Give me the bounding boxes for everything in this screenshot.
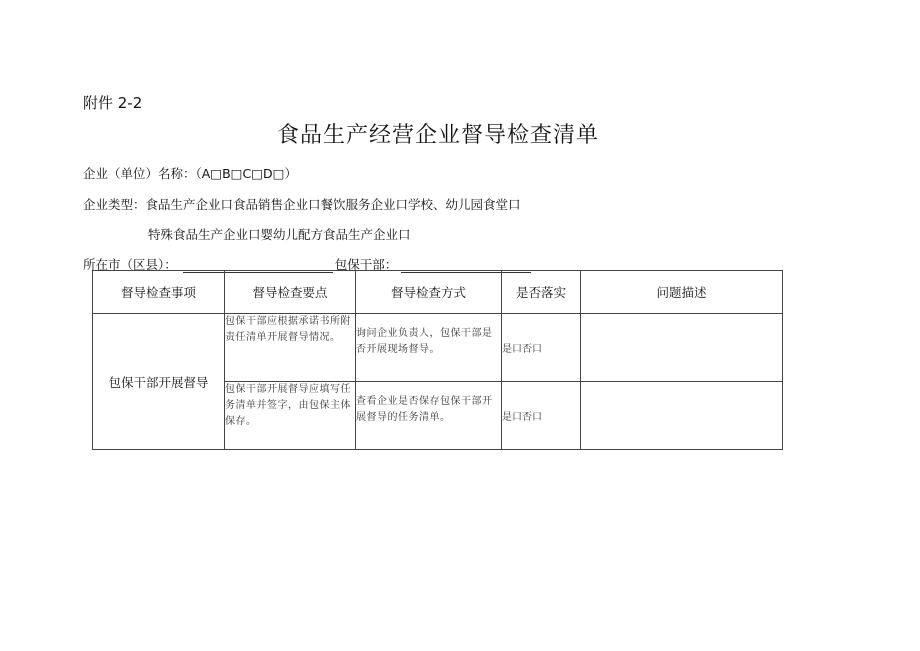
header-item: 督导检查事项 [93, 271, 225, 314]
enterprise-name-line: 企业（单位）名称：（A□B□C□D□） [83, 166, 297, 181]
issue-cell[interactable] [581, 314, 783, 382]
status-checkbox-cell[interactable]: 是口否口 [502, 382, 581, 450]
page-title [0, 118, 920, 149]
page-title-text: 食品生产经营企业督导检查清单 [276, 123, 599, 148]
header-issue: 问题描述 [581, 271, 783, 314]
point-cell: 包保干部应根据承诺书所附责任清单开展督导情况。 [225, 314, 356, 382]
table-header-row [93, 271, 783, 314]
enterprise-type-line-2: 特殊食品生产企业口婴幼儿配方食品生产企业口 [148, 227, 411, 242]
point-cell: 包保干部开展督导应填写任务清单并签字，由包保主体保存。 [225, 382, 356, 450]
attachment-label: 附件 2-2 [83, 94, 143, 112]
item-cell: 包保干部开展督导 [93, 314, 225, 450]
header-point: 督导检查要点 [225, 271, 356, 314]
city-label: 所在市（区县）： [83, 257, 177, 272]
enterprise-type-line-1: 企业类型：食品生产企业口食品销售企业口餐饮服务企业口学校、幼儿园食堂口 [83, 197, 521, 212]
method-cell: 询问企业负责人，包保干部是否开展现场督导。 [356, 314, 502, 382]
method-cell: 查看企业是否保存包保干部开展督导的任务清单。 [356, 382, 502, 450]
cadre-label: 包保干部： [334, 257, 398, 272]
table-row [93, 314, 783, 382]
header-status: 是否落实 [502, 271, 581, 314]
inspection-table [92, 270, 783, 450]
header-method: 督导检查方式 [356, 271, 502, 314]
issue-cell[interactable] [581, 382, 783, 450]
status-checkbox-cell[interactable]: 是口否口 [502, 314, 581, 382]
